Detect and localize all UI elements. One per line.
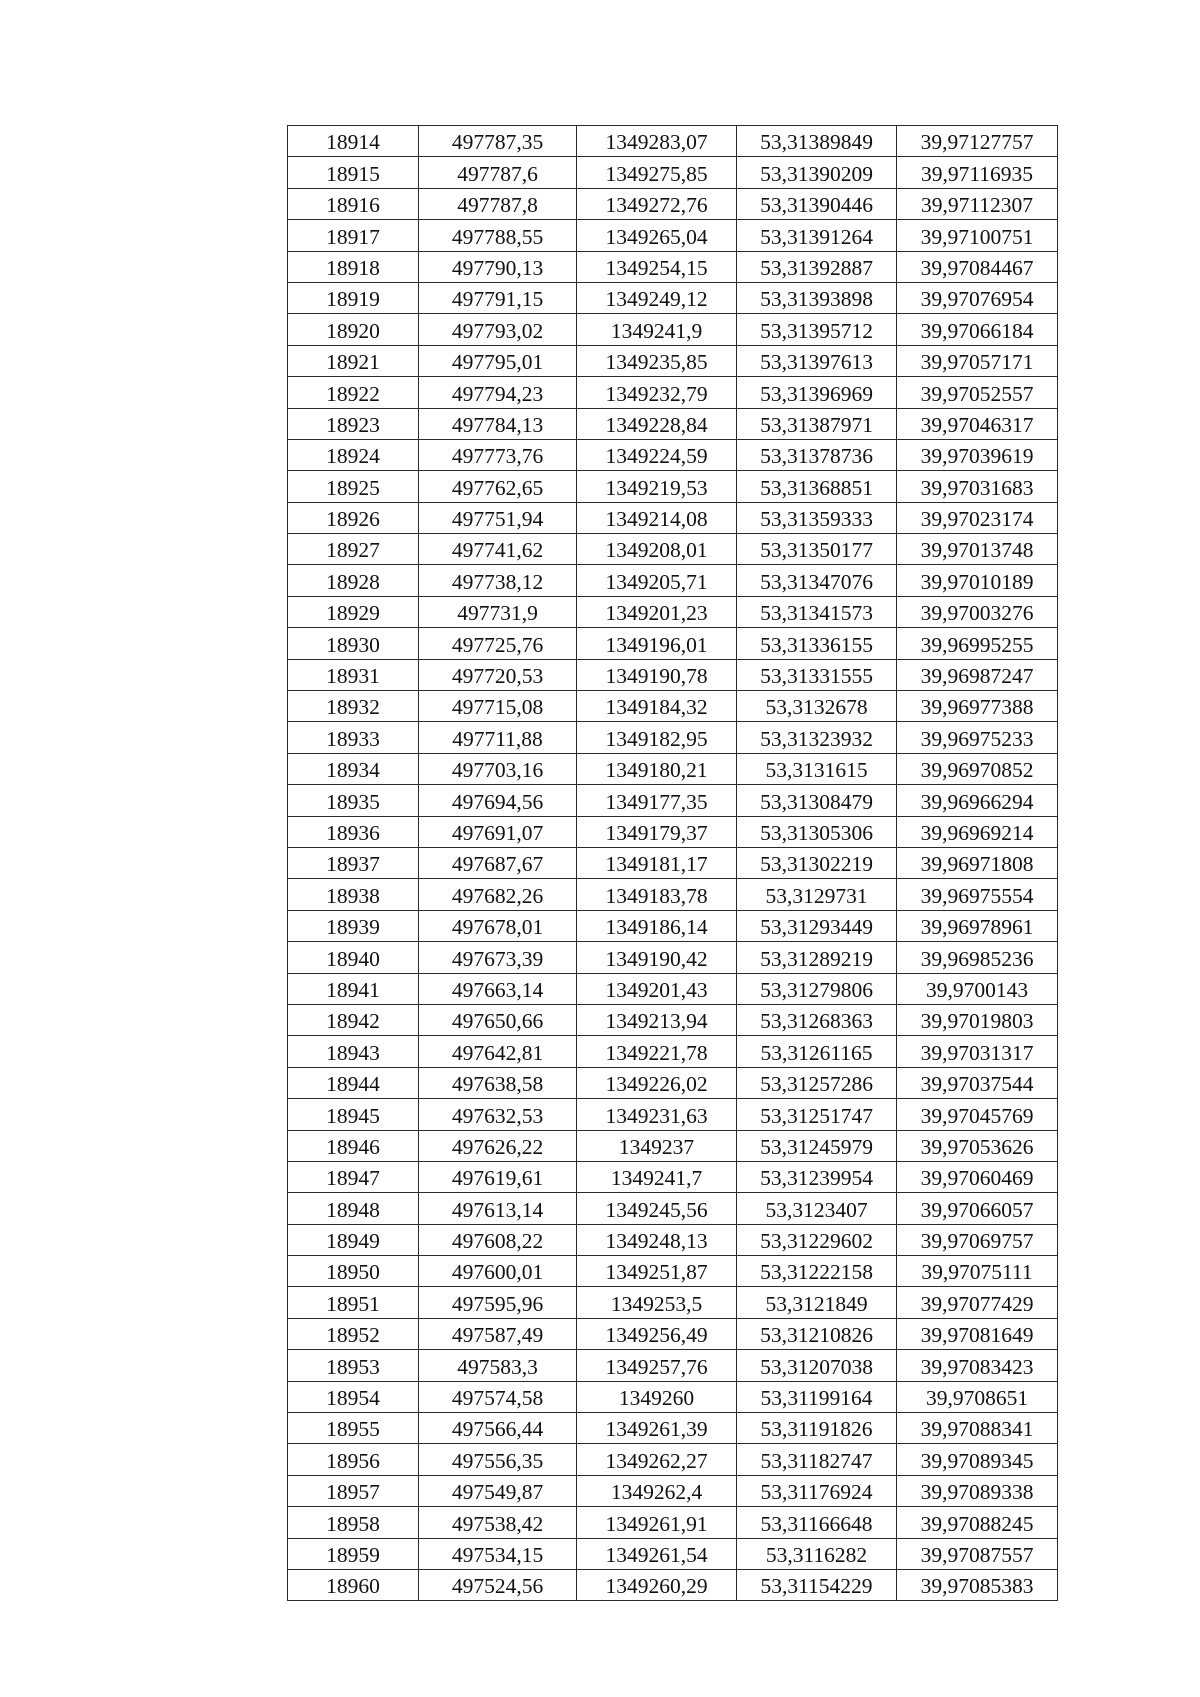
latitude-cell: 53,31268363 [737,1004,897,1035]
x-coordinate-cell: 497642,81 [419,1036,577,1067]
table-row [288,1004,1058,1035]
y-coordinate-cell: 1349275,85 [577,157,737,188]
longitude-cell: 39,97112307 [897,188,1058,219]
y-coordinate-cell: 1349224,59 [577,439,737,470]
x-coordinate-cell: 497787,35 [419,126,577,157]
latitude-cell: 53,31251747 [737,1099,897,1130]
latitude-cell: 53,31341573 [737,596,897,627]
longitude-cell: 39,97060469 [897,1161,1058,1192]
longitude-cell: 39,97100751 [897,220,1058,251]
table-row [288,596,1058,627]
table-row [288,1444,1058,1475]
x-coordinate-cell: 497524,56 [419,1569,577,1600]
longitude-cell: 39,97052557 [897,377,1058,408]
x-coordinate-cell: 497534,15 [419,1538,577,1569]
longitude-cell: 39,97010189 [897,565,1058,596]
y-coordinate-cell: 1349257,76 [577,1350,737,1381]
point-number-cell: 18923 [288,408,419,439]
y-coordinate-cell: 1349182,95 [577,722,737,753]
x-coordinate-cell: 497638,58 [419,1067,577,1098]
y-coordinate-cell: 1349241,7 [577,1161,737,1192]
latitude-cell: 53,31347076 [737,565,897,596]
y-coordinate-cell: 1349253,5 [577,1287,737,1318]
point-number-cell: 18935 [288,785,419,816]
table-row [288,785,1058,816]
latitude-cell: 53,31166648 [737,1507,897,1538]
longitude-cell: 39,97013748 [897,534,1058,565]
longitude-cell: 39,96969214 [897,816,1058,847]
latitude-cell: 53,31396969 [737,377,897,408]
longitude-cell: 39,97081649 [897,1318,1058,1349]
point-number-cell: 18924 [288,439,419,470]
y-coordinate-cell: 1349262,4 [577,1475,737,1506]
x-coordinate-cell: 497687,67 [419,847,577,878]
y-coordinate-cell: 1349214,08 [577,502,737,533]
y-coordinate-cell: 1349226,02 [577,1067,737,1098]
point-number-cell: 18956 [288,1444,419,1475]
x-coordinate-cell: 497574,58 [419,1381,577,1412]
table-row [288,220,1058,251]
table-row [288,1475,1058,1506]
point-number-cell: 18938 [288,879,419,910]
longitude-cell: 39,97046317 [897,408,1058,439]
y-coordinate-cell: 1349219,53 [577,471,737,502]
latitude-cell: 53,3121849 [737,1287,897,1318]
y-coordinate-cell: 1349260,29 [577,1569,737,1600]
x-coordinate-cell: 497663,14 [419,973,577,1004]
table-row [288,1538,1058,1569]
y-coordinate-cell: 1349228,84 [577,408,737,439]
y-coordinate-cell: 1349261,39 [577,1413,737,1444]
longitude-cell: 39,97089338 [897,1475,1058,1506]
longitude-cell: 39,96987247 [897,659,1058,690]
table-row [288,910,1058,941]
longitude-cell: 39,97037544 [897,1067,1058,1098]
point-number-cell: 18944 [288,1067,419,1098]
latitude-cell: 53,31350177 [737,534,897,565]
latitude-cell: 53,31392887 [737,251,897,282]
y-coordinate-cell: 1349183,78 [577,879,737,910]
point-number-cell: 18922 [288,377,419,408]
latitude-cell: 53,3116282 [737,1538,897,1569]
table-row [288,408,1058,439]
longitude-cell: 39,97057171 [897,345,1058,376]
x-coordinate-cell: 497600,01 [419,1256,577,1287]
longitude-cell: 39,97076954 [897,282,1058,313]
y-coordinate-cell: 1349261,54 [577,1538,737,1569]
coordinates-table [287,125,1058,1601]
table-row [288,1193,1058,1224]
x-coordinate-cell: 497773,76 [419,439,577,470]
point-number-cell: 18954 [288,1381,419,1412]
latitude-cell: 53,31397613 [737,345,897,376]
x-coordinate-cell: 497587,49 [419,1318,577,1349]
y-coordinate-cell: 1349186,14 [577,910,737,941]
table-row [288,847,1058,878]
longitude-cell: 39,97116935 [897,157,1058,188]
point-number-cell: 18959 [288,1538,419,1569]
point-number-cell: 18937 [288,847,419,878]
table-row [288,188,1058,219]
latitude-cell: 53,31378736 [737,439,897,470]
table-row [288,691,1058,722]
latitude-cell: 53,31222158 [737,1256,897,1287]
longitude-cell: 39,96995255 [897,628,1058,659]
x-coordinate-cell: 497762,65 [419,471,577,502]
point-number-cell: 18933 [288,722,419,753]
latitude-cell: 53,31261165 [737,1036,897,1067]
latitude-cell: 53,31389849 [737,126,897,157]
x-coordinate-cell: 497632,53 [419,1099,577,1130]
table-row [288,1161,1058,1192]
table-row [288,1507,1058,1538]
x-coordinate-cell: 497731,9 [419,596,577,627]
y-coordinate-cell: 1349205,71 [577,565,737,596]
table-row [288,1381,1058,1412]
table-row [288,659,1058,690]
x-coordinate-cell: 497751,94 [419,502,577,533]
table-row [288,879,1058,910]
latitude-cell: 53,31387971 [737,408,897,439]
point-number-cell: 18917 [288,220,419,251]
x-coordinate-cell: 497738,12 [419,565,577,596]
table-row [288,1318,1058,1349]
longitude-cell: 39,97031317 [897,1036,1058,1067]
latitude-cell: 53,31182747 [737,1444,897,1475]
longitude-cell: 39,96966294 [897,785,1058,816]
table-row [288,502,1058,533]
longitude-cell: 39,97039619 [897,439,1058,470]
x-coordinate-cell: 497538,42 [419,1507,577,1538]
point-number-cell: 18955 [288,1413,419,1444]
table-row [288,345,1058,376]
table-row [288,942,1058,973]
latitude-cell: 53,31368851 [737,471,897,502]
coordinates-table-body [288,126,1058,1601]
latitude-cell: 53,3123407 [737,1193,897,1224]
y-coordinate-cell: 1349232,79 [577,377,737,408]
y-coordinate-cell: 1349190,78 [577,659,737,690]
longitude-cell: 39,97077429 [897,1287,1058,1318]
latitude-cell: 53,31331555 [737,659,897,690]
latitude-cell: 53,31207038 [737,1350,897,1381]
y-coordinate-cell: 1349201,43 [577,973,737,1004]
point-number-cell: 18921 [288,345,419,376]
x-coordinate-cell: 497694,56 [419,785,577,816]
table-row [288,753,1058,784]
latitude-cell: 53,31390209 [737,157,897,188]
latitude-cell: 53,3129731 [737,879,897,910]
x-coordinate-cell: 497703,16 [419,753,577,784]
x-coordinate-cell: 497608,22 [419,1224,577,1255]
point-number-cell: 18960 [288,1569,419,1600]
x-coordinate-cell: 497787,8 [419,188,577,219]
longitude-cell: 39,97019803 [897,1004,1058,1035]
x-coordinate-cell: 497673,39 [419,942,577,973]
latitude-cell: 53,31199164 [737,1381,897,1412]
longitude-cell: 39,97053626 [897,1130,1058,1161]
longitude-cell: 39,9708651 [897,1381,1058,1412]
x-coordinate-cell: 497626,22 [419,1130,577,1161]
y-coordinate-cell: 1349265,04 [577,220,737,251]
longitude-cell: 39,96978961 [897,910,1058,941]
x-coordinate-cell: 497595,96 [419,1287,577,1318]
latitude-cell: 53,31293449 [737,910,897,941]
table-row [288,628,1058,659]
table-row [288,1287,1058,1318]
latitude-cell: 53,31154229 [737,1569,897,1600]
longitude-cell: 39,96985236 [897,942,1058,973]
latitude-cell: 53,31239954 [737,1161,897,1192]
longitude-cell: 39,97045769 [897,1099,1058,1130]
point-number-cell: 18914 [288,126,419,157]
latitude-cell: 53,31390446 [737,188,897,219]
table-row [288,1413,1058,1444]
point-number-cell: 18919 [288,282,419,313]
point-number-cell: 18950 [288,1256,419,1287]
longitude-cell: 39,97083423 [897,1350,1058,1381]
latitude-cell: 53,31289219 [737,942,897,973]
point-number-cell: 18958 [288,1507,419,1538]
x-coordinate-cell: 497794,23 [419,377,577,408]
x-coordinate-cell: 497549,87 [419,1475,577,1506]
longitude-cell: 39,97088341 [897,1413,1058,1444]
latitude-cell: 53,31279806 [737,973,897,1004]
y-coordinate-cell: 1349196,01 [577,628,737,659]
latitude-cell: 53,3132678 [737,691,897,722]
y-coordinate-cell: 1349283,07 [577,126,737,157]
y-coordinate-cell: 1349254,15 [577,251,737,282]
latitude-cell: 53,31393898 [737,282,897,313]
point-number-cell: 18951 [288,1287,419,1318]
latitude-cell: 53,31359333 [737,502,897,533]
point-number-cell: 18930 [288,628,419,659]
table-row [288,282,1058,313]
point-number-cell: 18931 [288,659,419,690]
table-row [288,471,1058,502]
y-coordinate-cell: 1349261,91 [577,1507,737,1538]
table-row [288,1067,1058,1098]
x-coordinate-cell: 497715,08 [419,691,577,722]
latitude-cell: 53,31245979 [737,1130,897,1161]
point-number-cell: 18927 [288,534,419,565]
x-coordinate-cell: 497795,01 [419,345,577,376]
y-coordinate-cell: 1349272,76 [577,188,737,219]
point-number-cell: 18943 [288,1036,419,1067]
x-coordinate-cell: 497793,02 [419,314,577,345]
table-row [288,722,1058,753]
x-coordinate-cell: 497613,14 [419,1193,577,1224]
point-number-cell: 18918 [288,251,419,282]
x-coordinate-cell: 497619,61 [419,1161,577,1192]
point-number-cell: 18942 [288,1004,419,1035]
y-coordinate-cell: 1349213,94 [577,1004,737,1035]
y-coordinate-cell: 1349256,49 [577,1318,737,1349]
longitude-cell: 39,97087557 [897,1538,1058,1569]
point-number-cell: 18953 [288,1350,419,1381]
x-coordinate-cell: 497691,07 [419,816,577,847]
point-number-cell: 18939 [288,910,419,941]
longitude-cell: 39,96970852 [897,753,1058,784]
y-coordinate-cell: 1349181,17 [577,847,737,878]
latitude-cell: 53,31391264 [737,220,897,251]
x-coordinate-cell: 497784,13 [419,408,577,439]
longitude-cell: 39,96975554 [897,879,1058,910]
latitude-cell: 53,31305306 [737,816,897,847]
x-coordinate-cell: 497720,53 [419,659,577,690]
longitude-cell: 39,97066057 [897,1193,1058,1224]
point-number-cell: 18949 [288,1224,419,1255]
y-coordinate-cell: 1349260 [577,1381,737,1412]
y-coordinate-cell: 1349208,01 [577,534,737,565]
point-number-cell: 18925 [288,471,419,502]
longitude-cell: 39,97003276 [897,596,1058,627]
point-number-cell: 18929 [288,596,419,627]
x-coordinate-cell: 497711,88 [419,722,577,753]
y-coordinate-cell: 1349235,85 [577,345,737,376]
point-number-cell: 18946 [288,1130,419,1161]
longitude-cell: 39,97088245 [897,1507,1058,1538]
y-coordinate-cell: 1349251,87 [577,1256,737,1287]
x-coordinate-cell: 497583,3 [419,1350,577,1381]
latitude-cell: 53,31176924 [737,1475,897,1506]
table-row [288,251,1058,282]
point-number-cell: 18915 [288,157,419,188]
x-coordinate-cell: 497725,76 [419,628,577,659]
point-number-cell: 18947 [288,1161,419,1192]
y-coordinate-cell: 1349237 [577,1130,737,1161]
latitude-cell: 53,31257286 [737,1067,897,1098]
longitude-cell: 39,96975233 [897,722,1058,753]
longitude-cell: 39,97075111 [897,1256,1058,1287]
table-row [288,157,1058,188]
table-row [288,1130,1058,1161]
table-row [288,1350,1058,1381]
table-row [288,1099,1058,1130]
point-number-cell: 18936 [288,816,419,847]
latitude-cell: 53,3131615 [737,753,897,784]
x-coordinate-cell: 497682,26 [419,879,577,910]
x-coordinate-cell: 497787,6 [419,157,577,188]
latitude-cell: 53,31210826 [737,1318,897,1349]
longitude-cell: 39,97085383 [897,1569,1058,1600]
longitude-cell: 39,96971808 [897,847,1058,878]
point-number-cell: 18934 [288,753,419,784]
point-number-cell: 18957 [288,1475,419,1506]
longitude-cell: 39,97066184 [897,314,1058,345]
longitude-cell: 39,9700143 [897,973,1058,1004]
latitude-cell: 53,31229602 [737,1224,897,1255]
y-coordinate-cell: 1349179,37 [577,816,737,847]
x-coordinate-cell: 497788,55 [419,220,577,251]
point-number-cell: 18932 [288,691,419,722]
point-number-cell: 18926 [288,502,419,533]
longitude-cell: 39,97127757 [897,126,1058,157]
x-coordinate-cell: 497650,66 [419,1004,577,1035]
x-coordinate-cell: 497556,35 [419,1444,577,1475]
y-coordinate-cell: 1349201,23 [577,596,737,627]
point-number-cell: 18928 [288,565,419,596]
longitude-cell: 39,97069757 [897,1224,1058,1255]
longitude-cell: 39,97089345 [897,1444,1058,1475]
x-coordinate-cell: 497790,13 [419,251,577,282]
longitude-cell: 39,97031683 [897,471,1058,502]
latitude-cell: 53,31323932 [737,722,897,753]
point-number-cell: 18920 [288,314,419,345]
y-coordinate-cell: 1349245,56 [577,1193,737,1224]
table-row [288,126,1058,157]
latitude-cell: 53,31336155 [737,628,897,659]
table-row [288,973,1058,1004]
x-coordinate-cell: 497566,44 [419,1413,577,1444]
table-row [288,1256,1058,1287]
y-coordinate-cell: 1349221,78 [577,1036,737,1067]
y-coordinate-cell: 1349184,32 [577,691,737,722]
longitude-cell: 39,97084467 [897,251,1058,282]
table-row [288,439,1058,470]
y-coordinate-cell: 1349241,9 [577,314,737,345]
longitude-cell: 39,97023174 [897,502,1058,533]
table-row [288,1224,1058,1255]
longitude-cell: 39,96977388 [897,691,1058,722]
table-row [288,534,1058,565]
y-coordinate-cell: 1349248,13 [577,1224,737,1255]
latitude-cell: 53,31302219 [737,847,897,878]
table-row [288,377,1058,408]
y-coordinate-cell: 1349177,35 [577,785,737,816]
y-coordinate-cell: 1349249,12 [577,282,737,313]
point-number-cell: 18916 [288,188,419,219]
x-coordinate-cell: 497791,15 [419,282,577,313]
point-number-cell: 18941 [288,973,419,1004]
table-row [288,1569,1058,1600]
y-coordinate-cell: 1349180,21 [577,753,737,784]
point-number-cell: 18948 [288,1193,419,1224]
table-row [288,816,1058,847]
latitude-cell: 53,31191826 [737,1413,897,1444]
x-coordinate-cell: 497741,62 [419,534,577,565]
y-coordinate-cell: 1349231,63 [577,1099,737,1130]
table-row [288,1036,1058,1067]
latitude-cell: 53,31308479 [737,785,897,816]
y-coordinate-cell: 1349262,27 [577,1444,737,1475]
x-coordinate-cell: 497678,01 [419,910,577,941]
latitude-cell: 53,31395712 [737,314,897,345]
point-number-cell: 18945 [288,1099,419,1130]
table-row [288,565,1058,596]
point-number-cell: 18952 [288,1318,419,1349]
table-row [288,314,1058,345]
y-coordinate-cell: 1349190,42 [577,942,737,973]
point-number-cell: 18940 [288,942,419,973]
